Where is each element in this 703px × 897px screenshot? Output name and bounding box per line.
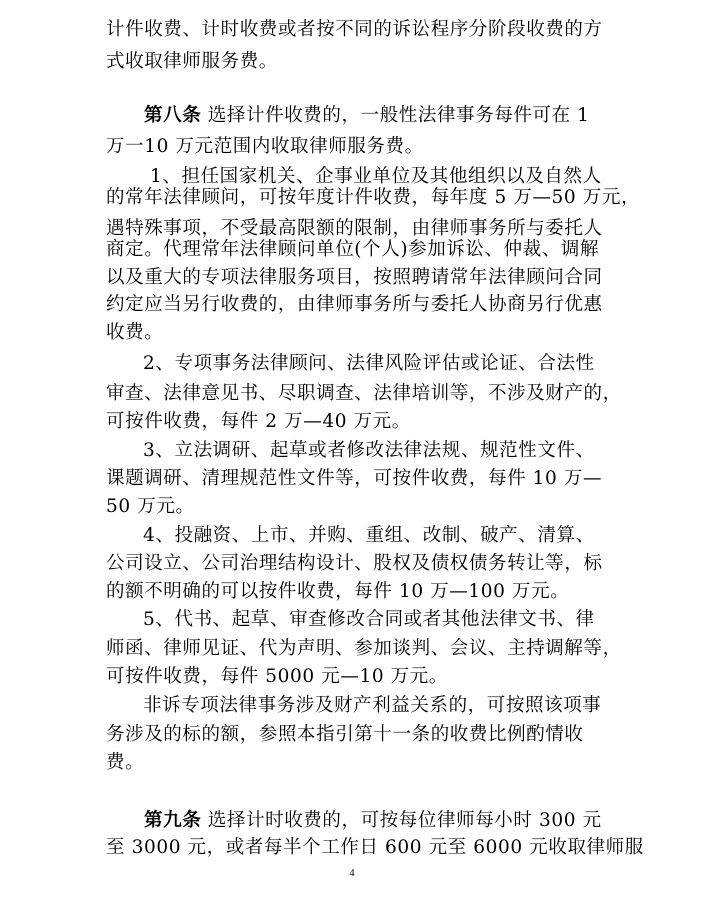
text-line: 收费。 (106, 322, 164, 343)
text-line: 务涉及的标的额，参照本指引第十一条的收费比例酌情收 (106, 724, 584, 745)
text-line: 50 万元。 (106, 496, 195, 517)
text-line: 费。 (106, 752, 145, 773)
text-line: 1、担任国家机关、企事业单位及其他组织以及自然人 (150, 166, 602, 187)
text-line: 5、代书、起草、审查修改合同或者其他法律文书、律 (143, 609, 595, 630)
text-line: 可按件收费，每件 2 万—40 万元。 (106, 411, 411, 432)
text-line: 计件收费、计时收费或者按不同的诉讼程序分阶段收费的方 (106, 19, 603, 40)
article-8-line (144, 100, 590, 132)
text-line: 3、立法调研、起草或者修改法律法规、规范性文件、 (143, 440, 595, 461)
article-heading: 第九条 (144, 810, 202, 831)
text-line: 约定应当另行收费的，由律师事务所与委托人协商另行优惠 (106, 294, 603, 315)
text-line: 的常年法律顾问，可按年度计件收费，每年度 5 万—50 万元， (106, 187, 641, 208)
text-line: 选择计件收费的，一般性法律事务每件可在 1 (207, 105, 590, 126)
text-line: 非诉专项法律事务涉及财产利益关系的，可按照该项事 (143, 695, 602, 716)
text-line: 选择计时收费的，可按每位律师每小时 300 元 (207, 810, 602, 831)
text-line: 万一10 万元范围内收取律师服务费。 (106, 136, 424, 157)
text-line: 师函、律师见证、代为声明、参加谈判、会议、主持调解等， (106, 638, 622, 659)
text-line: 2、专项事务法律顾问、法律风险评估或论证、合法性 (143, 353, 595, 374)
text-line: 商定。代理常年法律顾问单位(个人)参加诉讼、仲裁、调解 (106, 239, 600, 260)
text-line: 遇特殊事项，不受最高限额的限制，由律师事务所与委托人 (106, 218, 603, 239)
text-line: 公司设立、公司治理结构设计、股权及债权债务转让等，标 (106, 553, 603, 574)
text-line: 的额不明确的可以按件收费，每件 10 万—100 万元。 (106, 581, 570, 602)
text-line: 课题调研、清理规范性文件等，可按件收费，每件 10 万— (106, 468, 603, 489)
text-line: 式收取律师服务费。 (106, 51, 278, 72)
article-heading: 第八条 (144, 105, 202, 126)
text-line: 以及重大的专项法律服务项目，按照聘请常年法律顾问合同 (106, 267, 603, 288)
text-line: 至 3000 元，或者每半个工作日 600 元至 6000 元收取律师服 (106, 837, 644, 858)
page-number: 4 (349, 868, 355, 879)
text-line: 4、投融资、上市、并购、重组、改制、破产、清算、 (143, 525, 595, 546)
text-line: 可按件收费，每件 5000 元—10 万元。 (106, 666, 448, 687)
text-line: 审查、法律意见书、尽职调查、法律培训等，不涉及财产的， (106, 383, 622, 404)
